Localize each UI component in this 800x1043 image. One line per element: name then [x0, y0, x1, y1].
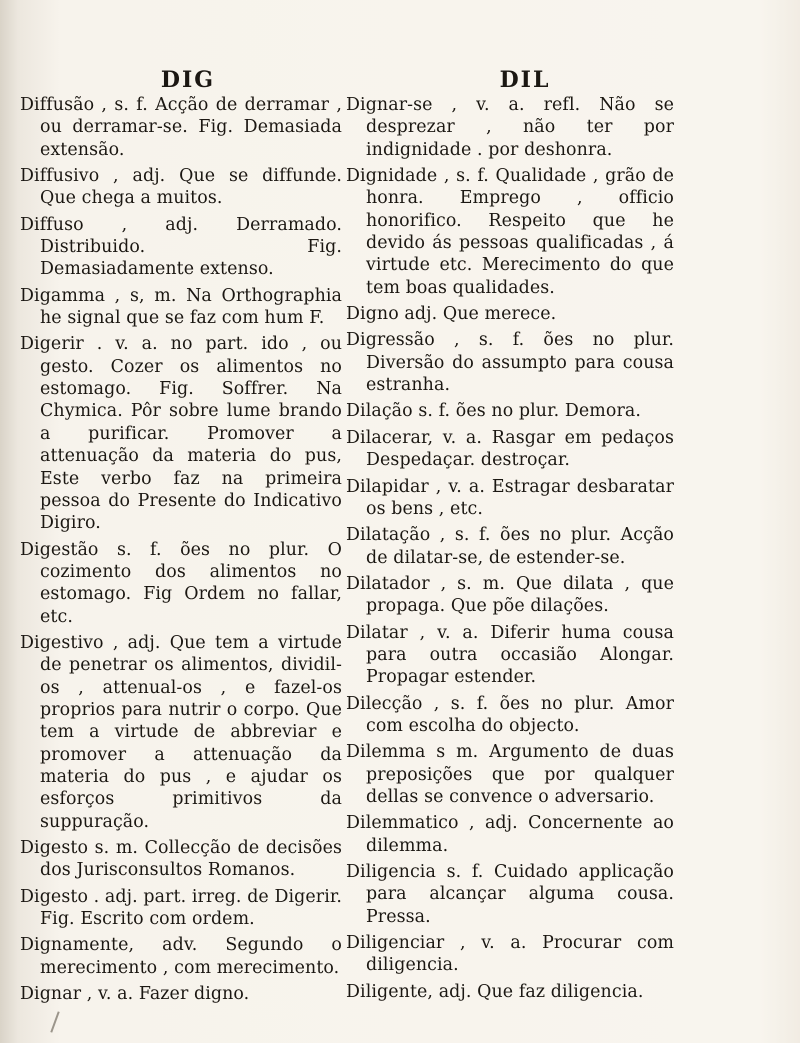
entry-diffusao: Diffusão , s. f. Acção de derramar , ou derramar-se. Fig. Demasiada extensão. — [20, 95, 342, 160]
entry-digressao: Digressão , s. f. ões no plur. Diversão do assumpto para cousa estranha. — [346, 330, 674, 396]
entry-dignar: Dignar , v. a. Fazer digno. — [20, 984, 250, 1005]
entry-dileccao: Dilecção , s. f. ões no plur. Amor com escolha do objecto. — [346, 693, 674, 736]
left-column — [20, 68, 342, 1009]
pen-mark — [50, 1011, 59, 1032]
entry-dilacao: Dilação s. f. ões no plur. Demora. — [346, 401, 641, 422]
entry-dilatacao: Dilatação , s. f. ões no plur. Acção de dilatar-se, de estender-se. — [346, 525, 674, 568]
entry-dilapidar: Dilapidar , v. a. Estragar desbaratar os bens , etc. — [346, 476, 674, 519]
entry-dilatar: Dilatar , v. a. Diferir huma cousa para outra occasião Alongar. Propagar estender. — [346, 622, 674, 688]
entry-digamma: Digamma , s, m. Na Orthographia he signal que se faz com hum F. — [20, 285, 342, 329]
entry-diligencia: Diligencia s. f. Cuidado applicação para alcançar alguma cousa. Pressa. — [346, 862, 674, 927]
right-column — [346, 68, 674, 1007]
entry-dilatador: Dilatador , s. m. Que dilata , que propaga. Que põe dilações. — [346, 573, 674, 617]
entry-digesto-noun: Digesto s. m. Collecção de decisões dos Jurisconsultos Romanos. — [20, 838, 342, 881]
entry-dilemmatico: Dilemmatico , adj. Concernente ao dilemma. — [346, 813, 674, 856]
entry-digestao: Digestão s. f. ões no plur. O cozimento dos alimentos no estomago. Fig Ordem no fallar, etc. — [20, 539, 342, 627]
entry-dilacerar: Dilacerar, v. a. Rasgar em pedaços Despedaçar. destroçar. — [346, 427, 674, 471]
right-running-header: DIL — [499, 67, 551, 93]
entry-digestivo: Digestivo , adj. Que tem a virtude de penetrar os alimentos, dividil-os , attenual-os , e fazel-os proprios para nutrir o corpo. Que tem a virtude de abbreviar e promover a attenuação da materia do pus , e ajudar os esforços primitivos da suppuração. — [20, 632, 342, 832]
entry-dilemma: Dilemma s m. Argumento de duas preposições que por qualquer dellas se convence o adversario. — [346, 742, 674, 807]
entry-dignar-se: Dignar-se , v. a. refl. Não se desprezar , não ter por indignidade . por deshonra. — [346, 95, 674, 160]
entry-dignamente: Dignamente, adv. Segundo o merecimento , com merecimento. — [20, 935, 342, 978]
entry-digerir: Digerir . v. a. no part. ido , ou gesto. Cozer os alimentos no estomago. Fig. Soffrer. Na Chymica. Pôr sobre lume brando a purificar. Promover a attenuação da materia do pus, Este verbo faz na primeira pessoa do Presente do Indicativo Digiro. — [20, 334, 342, 534]
entry-diffusivo: Diffusivo , adj. Que se diffunde. Que chega a muitos. — [20, 166, 342, 209]
left-running-header: DIG — [160, 67, 216, 93]
entry-diffuso: Diffuso , adj. Derramado. Distribuido. Fig. Demasiadamente extenso. — [20, 214, 342, 280]
entry-digesto-adj: Digesto . adj. part. irreg. de Digerir. Fig. Escrito com ordem. — [20, 886, 342, 930]
entry-diligente: Diligente, adj. Que faz diligencia. — [346, 981, 644, 1002]
entry-dignidade: Dignidade , s. f. Qualidade , grão de honra. Emprego , officio honorifico. Respeito que he devido ás pessoas qualificadas , á virtude etc. Merecimento do que tem boas qualidades. — [346, 166, 674, 298]
entry-digno: Digno adj. Que merece. — [346, 304, 557, 325]
entry-diligenciar: Diligenciar , v. a. Procurar com diligencia. — [346, 933, 674, 976]
